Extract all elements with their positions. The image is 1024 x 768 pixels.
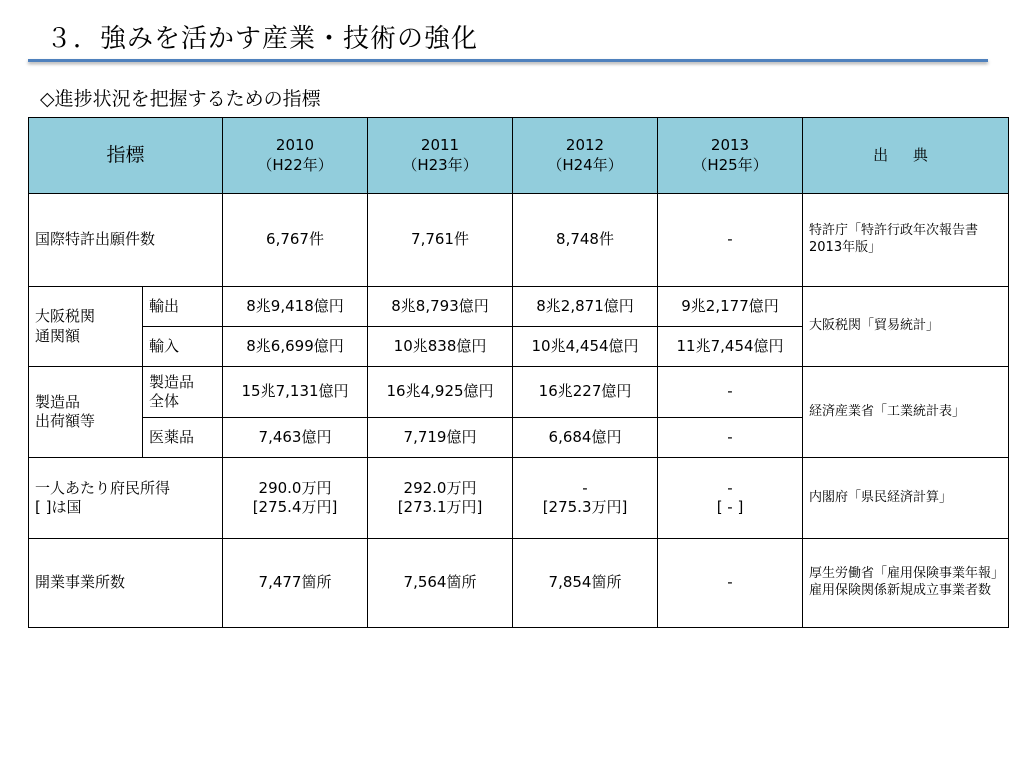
source-customs: 大阪税関「貿易統計」 [803, 287, 1009, 367]
source-business: 厚生労働省「雇用保険事業年報」雇用保険関係新規成立事業者数 [803, 539, 1009, 628]
header-year-label: 2012 [565, 136, 605, 154]
cell-mfg-total-2013: - [658, 367, 803, 418]
source-patent: 特許庁「特許行政年次報告書2013年版」 [803, 194, 1009, 287]
title-divider [28, 59, 988, 62]
row-label-line: 一人あたり府民所得 [35, 478, 171, 497]
row-label-income [29, 458, 223, 539]
cell-business-2011: 7,564箇所 [368, 539, 513, 628]
indicator-table [28, 117, 1009, 628]
row-label-manufacturing [29, 367, 143, 458]
header-era-label: （H25年） [692, 155, 768, 174]
cell-pharma-2013: - [658, 418, 803, 458]
cell-import-2011: 10兆838億円 [368, 327, 513, 367]
cell-export-2010: 8兆9,418億円 [223, 287, 368, 327]
cell-export-2011: 8兆8,793億円 [368, 287, 513, 327]
cell-income-2011 [368, 458, 513, 539]
table-row-income [29, 458, 1009, 539]
cell-patent-2013: - [658, 194, 803, 287]
cell-patent-2011: 7,761件 [368, 194, 513, 287]
header-year-label: 2013 [710, 136, 750, 154]
section-subtitle: ◇進捗状況を把握するための指標 [40, 88, 321, 110]
row-label-line: 大阪税関 [35, 307, 96, 325]
sublabel-import: 輸入 [143, 327, 223, 367]
income-national: [ - ] [716, 498, 744, 516]
header-source: 出 典 [803, 118, 1009, 194]
slide-title: ３．強みを活かす産業・技術の強化 [46, 24, 479, 54]
row-label-line: 通関額 [35, 326, 81, 345]
header-era-label: （H24年） [547, 155, 623, 174]
sublabel-export: 輸出 [143, 287, 223, 327]
header-year-2011 [368, 118, 513, 194]
cell-import-2013: 11兆7,454億円 [658, 327, 803, 367]
cell-export-2013: 9兆2,177億円 [658, 287, 803, 327]
income-prefecture: 292.0万円 [403, 478, 477, 497]
sublabel-line: 全体 [149, 392, 180, 410]
header-indicator: 指標 [29, 118, 223, 194]
cell-mfg-total-2011: 16兆4,925億円 [368, 367, 513, 418]
cell-pharma-2011: 7,719億円 [368, 418, 513, 458]
cell-patent-2010: 6,767件 [223, 194, 368, 287]
cell-income-2013 [658, 458, 803, 539]
income-prefecture: 290.0万円 [258, 478, 332, 497]
header-year-2012 [513, 118, 658, 194]
table-row-customs-export [29, 287, 1009, 327]
row-label-business: 開業事業所数 [29, 539, 223, 628]
header-era-label: （H23年） [402, 155, 478, 174]
row-label-line: [ ]は国 [35, 498, 82, 516]
cell-import-2010: 8兆6,699億円 [223, 327, 368, 367]
cell-mfg-total-2012: 16兆227億円 [513, 367, 658, 418]
sublabel-line: 製造品 [149, 372, 195, 391]
income-national: [273.1万円] [397, 498, 483, 516]
source-manufacturing: 経済産業省「工業統計表」 [803, 367, 1009, 458]
sublabel-pharma: 医薬品 [143, 418, 223, 458]
cell-mfg-total-2010: 15兆7,131億円 [223, 367, 368, 418]
source-income: 内閣府「県民経済計算」 [803, 458, 1009, 539]
table-row-patent [29, 194, 1009, 287]
cell-pharma-2012: 6,684億円 [513, 418, 658, 458]
cell-import-2012: 10兆4,454億円 [513, 327, 658, 367]
header-year-label: 2011 [420, 136, 460, 154]
cell-income-2012 [513, 458, 658, 539]
income-national: [275.3万円] [542, 498, 628, 516]
cell-export-2012: 8兆2,871億円 [513, 287, 658, 327]
header-year-2013 [658, 118, 803, 194]
header-year-label: 2010 [275, 136, 315, 154]
cell-income-2010 [223, 458, 368, 539]
cell-business-2013: - [658, 539, 803, 628]
row-label-customs [29, 287, 143, 367]
cell-business-2010: 7,477箇所 [223, 539, 368, 628]
income-prefecture: - [727, 478, 733, 497]
header-year-2010 [223, 118, 368, 194]
sublabel-manufacturing-total [143, 367, 223, 418]
table-header-row [29, 118, 1009, 194]
row-label-patent: 国際特許出願件数 [29, 194, 223, 287]
cell-pharma-2010: 7,463億円 [223, 418, 368, 458]
cell-business-2012: 7,854箇所 [513, 539, 658, 628]
table-row-manufacturing-total [29, 367, 1009, 418]
header-era-label: （H22年） [257, 155, 333, 174]
income-national: [275.4万円] [252, 498, 338, 516]
table-row-business [29, 539, 1009, 628]
income-prefecture: - [582, 478, 588, 497]
row-label-line: 製造品 [35, 392, 81, 411]
cell-patent-2012: 8,748件 [513, 194, 658, 287]
row-label-line: 出荷額等 [35, 412, 96, 430]
